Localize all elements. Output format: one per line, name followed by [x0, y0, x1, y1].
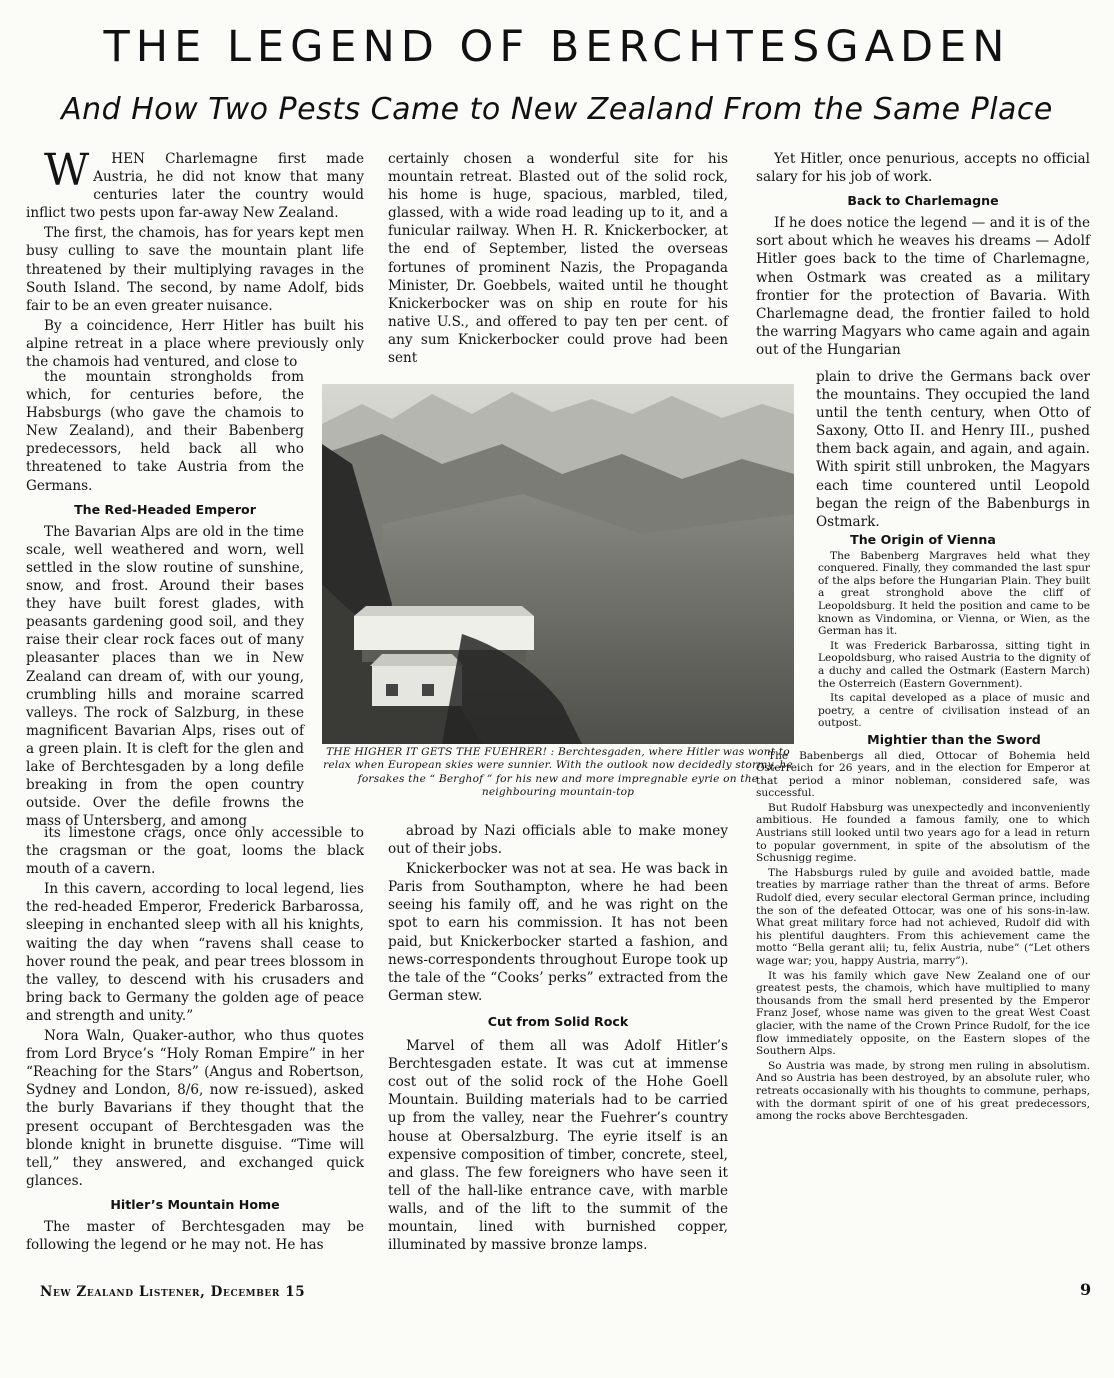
berchtesgaden-photo	[322, 384, 794, 744]
article-paragraph: By a coincidence, Herr Hitler has built his alpine retreat in a place where previously only the chamois had ventured, and close to	[26, 317, 364, 371]
drop-cap: W	[44, 145, 90, 196]
section-heading: The Red-Headed Emperor	[74, 501, 256, 517]
column-1-lower	[26, 824, 364, 1256]
article-paragraph: The Babenberg Margraves held what they conquered. Finally, they commanded the last spur of the alps before the Hungarian Plain. They built a great stronghold above the cliff of Leopoldsburg. It held the position and came to be known as Vindomina, or Vienna, or Wien, as the German has it.	[818, 549, 1090, 638]
article-paragraph: W HEN Charlemagne first made Austria, he did not know that many centuries later the country would inflict two pests upon far-away New Zealand.	[26, 145, 364, 222]
section-heading: Mightier than the Sword	[867, 731, 1041, 747]
article-paragraph: abroad by Nazi officials able to make money out of their jobs.	[388, 823, 728, 858]
article-paragraph: Nora Waln, Quaker-author, who thus quotes from Lord Bryce’s “Holy Roman Empire” in her “Reaching for the Stars” (Angus and Robertson, Sydney and London, 8/6, now re-issued), asked the burly Bavarians if they thought that the present occupant of Berchtesgaden was the blonde knight in brunette disguise. “Time will tell,” they answered, and exchanged quick glances.	[26, 1028, 364, 1189]
section-heading: The Origin of Vienna	[850, 532, 996, 547]
section-heading: Hitler’s Mountain Home	[110, 1196, 280, 1212]
column-2-lower	[388, 822, 728, 1256]
article-paragraph: But Rudolf Habsburg was unexpectedly and inconveniently ambitious. He founded a famous family, one to which Austrians still looked until two years ago for a lead in return to popular government, in spite of the absolutism of the Schusnigg regime.	[756, 801, 1090, 865]
article-paragraph: Marvel of them all was Adolf Hitler’s Berchtesgaden estate. It was cut at immense cost out of the solid rock of the Hohe Goell Mountain. Building materials had to be carried up from the valley, near the Fuehrer’s country house at Obersalzburg. The eyrie itself is an expensive composition of timber, concrete, steel, and glass. The few foreigners who have seen it tell of the hall-like entrance cave, with marble walls, and of the lift to the summit of the mountain, lined with burnished copper, illuminated by massive bronze lamps.	[388, 1038, 728, 1254]
headline: THE LEGEND OF BERCHTESGADEN	[103, 22, 1011, 72]
column-3-upper	[756, 150, 1090, 361]
article-paragraph: It was Frederick Barbarossa, sitting tight in Leopoldsburg, who raised Austria to the dignity of a duchy and called the Ostmark (Eastern March) the Osterreich (Eastern Government).	[818, 639, 1090, 690]
column-2-upper	[388, 150, 728, 367]
article-paragraph: Yet Hitler, once penurious, accepts no official salary for his job of work.	[756, 151, 1090, 186]
publication-footer: New Zealand Listener, December 15	[40, 1284, 306, 1300]
article-paragraph: The Habsburgs ruled by guile and avoided battle, made treaties by marriage rather than the threat of arms. Before Rudolf died, every secular electoral German prince, including the son of the defeated Ottocar, was one of his sons-in-law. What great military force had not achieved, Rudolf did with his plentiful daughters. From this achievement came the motto “Bella gerant alii; tu, felix Austria, nube” (“Let others wage war; you, happy Austria, marry”).	[756, 866, 1090, 967]
photo-caption: THE HIGHER IT GETS THE FUEHRER! : Berchtesgaden, where Hitler was wont to relax when European skies were sunnier. With the outlook now decidedly stormy, he forsakes the “ Berghof ” for his new and more impregnable eyrie on the neighbouring mountain-top	[323, 746, 793, 799]
article-paragraph: The first, the chamois, has for years kept men busy culling to save the mountain plant life threatened by their multiplying ravages in the South Island. The second, by name Adolf, bids fair to be an even greater nuisance.	[26, 225, 364, 314]
article-paragraph: plain to drive the Germans back over the mountains. They occupied the land until the tenth century, when Otto of Saxony, Otto II. and Henry III., pushed them back again, and again, and again. With spirit still unbroken, the Magyars each time countered until Leopold began the reign of the Babenburgs in Ostmark.	[816, 369, 1090, 530]
section-heading: Cut from Solid Rock	[487, 1013, 629, 1029]
subheadline: And How Two Pests Came to New Zealand From the Same Place	[61, 92, 1053, 127]
mountain-landscape-image	[322, 384, 794, 744]
page-number: 9	[1080, 1280, 1092, 1299]
article-paragraph: The Babenbergs all died, Ottocar of Bohemia held Osterreich for 26 years, and in the election for Emperor at that period a minor nobleman, considered safe, was successful.	[756, 749, 1090, 800]
article-paragraph: The Bavarian Alps are old in the time scale, well weathered and worn, well settled in the slow routine of sunshine, snow, and frost. Around their bases they have built forest glades, with peasants gardening good soil, and they raise their clear rock faces out of many pleasanter places than we in New Zealand can dream of, with our young, crumbling hills and moraine scarred valleys. The rock of Salzburg, in these magnificent Bavarian Alps, rises out of a green plain. It is cleft for the glen and lake of Berchtesgaden by a long defile breaking in from the open country outside. Over the defile frowns the mass of Untersberg, and among	[26, 523, 304, 830]
article-paragraph: certainly chosen a wonderful site for his mountain retreat. Blasted out of the solid rock, his home is huge, spacious, marbled, tiled, glassed, with a wide road leading up to it, and a funicular railway. When H. R. Knickerbocker, at the end of September, listed the overseas fortunes of prominent Nazis, the Propaganda Minister, Dr. Goebbels, waited until he thought Knickerbocker was on ship en route for his native U.S., and offered to pay ten per cent. of any sum Knickerbocker could prove had been sent	[388, 151, 728, 367]
article-paragraph: If he does notice the legend — and it is of the sort about which he weaves his dreams — Adolf Hitler goes back to the time of Charlemagne, when Ostmark was created as a military frontier for the protection of Bavaria. With Charlemagne dead, the frontier failed to hold the warring Magyars who came again and again out of the Hungarian	[756, 215, 1090, 358]
column-1-narrow	[26, 368, 304, 832]
article-paragraph: So Austria was made, by strong men ruling in absolutism. And so Austria has been destroyed, by an absolute ruler, who retreats occasionally with his thoughts to commune, perhaps, with the dormant spirit of one of his great predecessors, among the rocks above Berchtesgaden.	[756, 1059, 1090, 1123]
article-paragraph: Knickerbocker was not at sea. He was back in Paris from Southampton, where he had been seeing his family off, and he was right on the spot to earn his commission. It has not been paid, but Knickerbocker started a fashion, and news-correspondents throughout Europe took up the tale of the “Cooks’ perks” extracted from the German stew.	[388, 861, 728, 1004]
article-paragraph: It was his family which gave New Zealand one of our greatest pests, the chamois, which have multiplied to many thousands from the small herd presented by the Emperor Franz Josef, whose name was given to the great West Coast glacier, with the name of the Crown Prince Rudolf, for the ice flow immediately opposite, on the Eastern slopes of the Southern Alps.	[756, 969, 1090, 1058]
column-3-small-type	[756, 530, 1090, 1125]
column-1-upper	[26, 145, 364, 373]
section-heading: Back to Charlemagne	[847, 193, 999, 209]
article-paragraph: Its capital developed as a place of music and poetry, a centre of civilisation instead of an outpost.	[818, 692, 1090, 730]
article-paragraph: the mountain strongholds from which, for centuries before, the Habsburgs (who gave the chamois to New Zealand), and their Babenberg predecessors, held back all who threatened to take Austria from the Germans.	[26, 369, 304, 494]
small-type-block	[756, 550, 1090, 747]
article-paragraph: In this cavern, according to local legend, lies the red-headed Emperor, Frederick Barbarossa, sleeping in enchanted sleep with all his knights, waiting the day when “ravens shall cease to hover round the peak, and pear trees blossom in the valley, to descend with his crusaders and bring back to Germany the golden age of peace and strength and unity.”	[26, 881, 364, 1024]
article-paragraph: its limestone crags, once only accessible to the cragsman or the goat, looms the black mouth of a cavern.	[26, 825, 364, 878]
article-paragraph: The master of Berchtesgaden may be following the legend or he may not. He has	[26, 1218, 364, 1254]
column-3-narrow	[816, 368, 1090, 531]
